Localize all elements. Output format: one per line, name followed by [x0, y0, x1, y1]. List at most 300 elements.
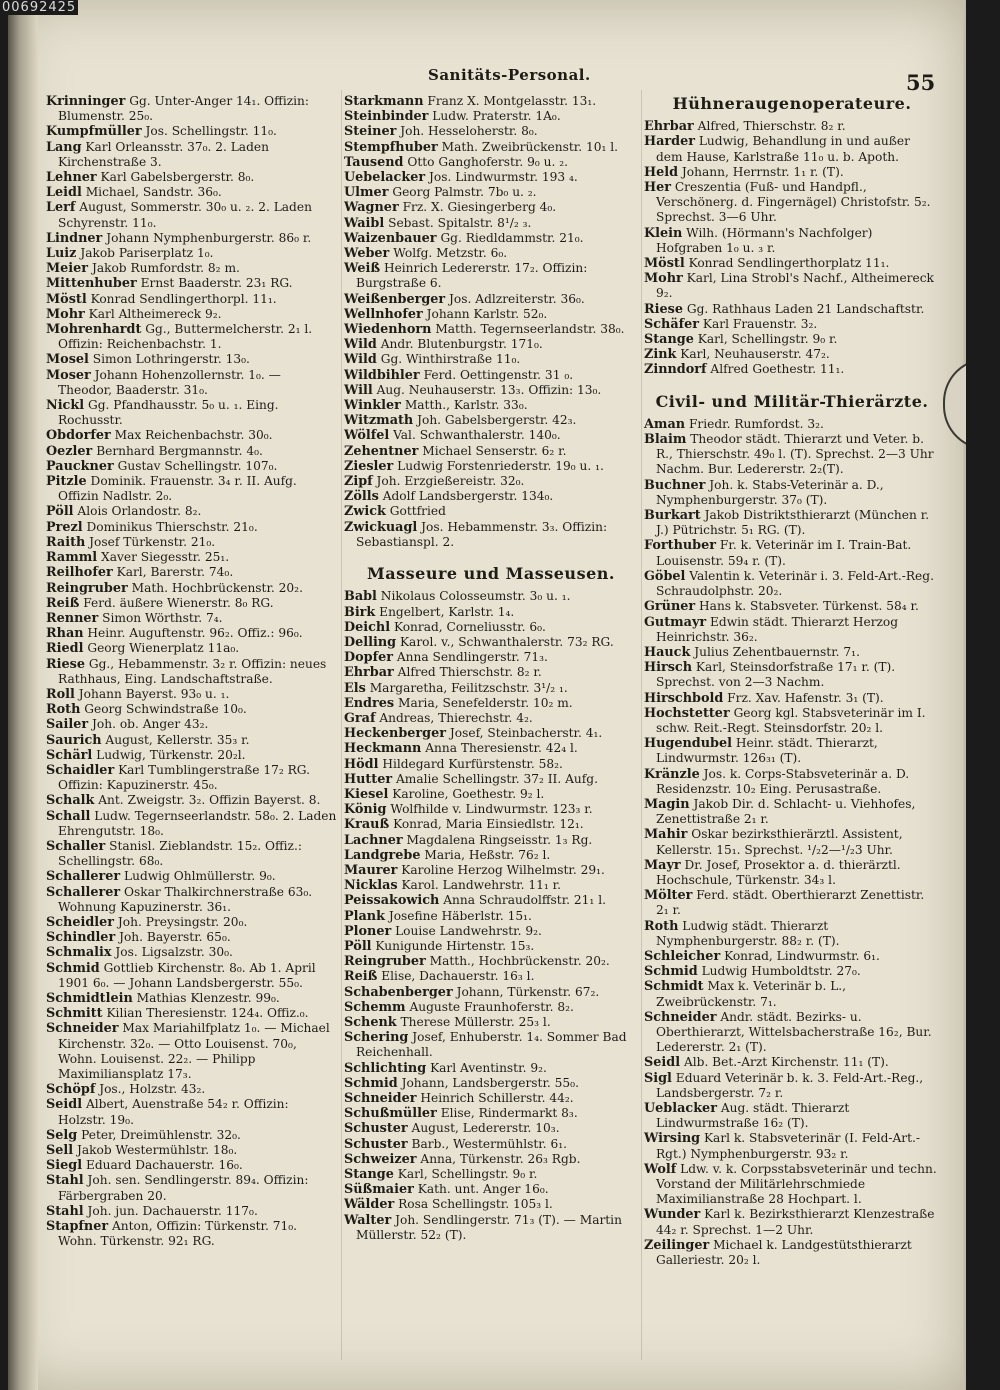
entry-surname: Hirsch: [644, 660, 692, 676]
directory-entry: [344, 109, 638, 124]
entry-details: Heinrich Ledererstr. 17₂. Offizin: Burgstraße 6.: [356, 261, 588, 291]
directory-entry: [344, 94, 638, 109]
directory-entry: [644, 615, 940, 645]
directory-entry: [344, 924, 638, 939]
directory-entry: [644, 858, 940, 888]
entry-details: Magdalena Ringseisstr. 1₃ Rg.: [406, 832, 593, 847]
directory-entry: [46, 1219, 338, 1249]
entry-surname: Aman: [644, 416, 686, 432]
entry-details: Kunigunde Hirtenstr. 15₃.: [375, 938, 535, 953]
entry-details: Josef, Enhuberstr. 1₄. Sommer Bad Reichenhall.: [356, 1030, 627, 1060]
section-heading: Civil- und Militär-Thierärzte.: [655, 391, 929, 411]
entry-surname: Maurer: [344, 862, 398, 878]
directory-entry: [344, 1167, 638, 1182]
entry-details: Alois Orlandostr. 8₂.: [77, 504, 202, 519]
directory-entry: [46, 702, 338, 717]
directory-entry: [344, 772, 638, 787]
entry-details: Ludwig städt. Thierarzt Nymphenburgerstr. 88₂ r. (T).: [656, 918, 840, 948]
directory-entry: [644, 888, 940, 918]
directory-entry: [46, 504, 338, 519]
entry-details: Frz. Xav. Hafenstr. 3₁ (T).: [727, 690, 884, 705]
entry-surname: Zwickuagl: [344, 519, 418, 535]
entry-surname: Landgrebe: [344, 847, 421, 863]
entry-surname: König: [344, 802, 387, 818]
entry-surname: Schmalix: [46, 945, 112, 961]
entry-surname: Steiner: [344, 124, 397, 140]
directory-entry: [344, 878, 638, 893]
entry-surname: Lang: [46, 139, 82, 155]
entry-surname: Stange: [344, 1167, 394, 1183]
entry-details: Nikolaus Colosseumstr. 3₀ u. ₁.: [380, 589, 571, 604]
entry-details: Jakob Dir. d. Schlacht- u. Viehhofes, Zenettistraße 2₁ r.: [656, 796, 916, 827]
entry-details: Georg Palmstr. 7b₀ u. ₂.: [392, 185, 537, 200]
entry-surname: Stahl: [46, 1173, 84, 1189]
directory-entry: [344, 696, 638, 711]
column-1: [46, 94, 338, 1249]
entry-details: Anna Theresienstr. 42₄ l.: [425, 741, 578, 756]
directory-entry: [46, 717, 338, 732]
directory-entry: [344, 1000, 638, 1015]
directory-entry: [344, 261, 638, 291]
directory-entry: [344, 368, 638, 383]
entry-surname: Graf: [344, 710, 376, 726]
directory-entry: [46, 261, 338, 276]
directory-entry: [644, 478, 940, 508]
directory-entry: [46, 581, 338, 596]
directory-entry: [644, 979, 940, 1009]
directory-entry: [644, 165, 940, 180]
entry-surname: Peissakowich: [344, 893, 440, 909]
entry-details: Gustav Schellingstr. 107₀.: [117, 458, 278, 473]
entry-details: Johann Nymphenburgerstr. 86₀ r.: [106, 230, 312, 245]
entry-details: Adolf Landsbergerstr. 134₀.: [382, 489, 554, 504]
entry-details: Karol. v., Schwanthalerstr. 73₂ RG.: [399, 634, 614, 649]
entry-surname: Schaidler: [46, 762, 115, 778]
entry-details: Michael Senserstr. 6₂ r.: [422, 443, 567, 458]
directory-entry: [644, 797, 940, 827]
entry-surname: Pöll: [46, 504, 74, 520]
entry-surname: Ziesler: [344, 458, 394, 474]
entry-surname: Schemm: [344, 999, 406, 1015]
directory-entry: [46, 733, 338, 748]
entry-surname: Schalk: [46, 793, 95, 809]
entry-details: Ludwig Forstenriederstr. 19₀ u. ₁.: [397, 458, 604, 473]
entry-surname: Ehrbar: [344, 665, 394, 681]
directory-entry: [46, 626, 338, 641]
directory-entry: [644, 119, 940, 134]
entry-surname: Raith: [46, 534, 86, 550]
entry-surname: Schallerer: [46, 869, 121, 885]
entry-details: Matth., Hochbrückenstr. 20₂.: [429, 954, 610, 969]
entry-surname: Möstl: [46, 291, 87, 307]
entry-details: Louise Landwehrstr. 9₂.: [395, 923, 542, 938]
entry-surname: Mittenhuber: [46, 276, 137, 292]
directory-entry: [344, 428, 638, 443]
entry-surname: Sigl: [644, 1070, 672, 1086]
entry-details: Konrad, Corneliusstr. 6₀.: [393, 619, 546, 634]
entry-details: Alfred, Thierschstr. 8₂ r.: [697, 119, 846, 134]
directory-entry: [46, 991, 338, 1006]
entry-surname: Uebelacker: [344, 170, 426, 186]
entry-surname: Steinbinder: [344, 109, 429, 125]
entry-details: Mathias Klenzestr. 99₀.: [136, 990, 280, 1005]
entry-surname: Pitzle: [46, 474, 87, 490]
entry-surname: Kränzle: [644, 766, 700, 782]
directory-entry: [644, 827, 940, 857]
entry-details: Johann, Landsbergerstr. 55₀.: [401, 1075, 579, 1090]
entry-surname: Rhan: [46, 626, 84, 642]
directory-entry: [46, 444, 338, 459]
directory-entry: [344, 520, 638, 550]
entry-details: Wolfg. Metzstr. 6₀.: [393, 246, 508, 261]
running-head: Sanitäts-Personal.: [428, 66, 591, 84]
directory-entry: [344, 1137, 638, 1152]
entry-surname: Mohr: [644, 271, 683, 287]
entry-surname: Zeilinger: [644, 1237, 710, 1253]
directory-entry: [46, 1021, 338, 1082]
entry-details: Gg. Pfandhausstr. 5₀ u. ₁. Eing. Rochusstr.: [58, 398, 279, 428]
entry-surname: Roth: [644, 918, 679, 934]
entry-details: Karl Frauenstr. 3₂.: [702, 316, 818, 331]
entry-surname: Blaim: [644, 432, 687, 448]
directory-entry: [344, 444, 638, 459]
entry-details: Ludwig Humboldtstr. 27₀.: [701, 964, 861, 979]
directory-entry: [46, 550, 338, 565]
directory-entry: [644, 1162, 940, 1208]
entry-details: Andr. städt. Bezirks- u. Oberthierarzt, Wittelsbacherstraße 16₂, Bur. Ledererstr. 2₁ (T).: [656, 1009, 932, 1055]
directory-entry: [644, 599, 940, 614]
entry-details: Gg., Buttermelcherstr. 2₁ l. Offizin: Reichenbachstr. 1.: [58, 322, 313, 352]
entry-details: Creszentia (Fuß- und Handpfl., Verschönerg. d. Fingernägel) Christofstr. 5₂. Sprechst. 3—6 Uhr.: [656, 180, 931, 225]
entry-details: Matth., Karlstr. 33₀.: [404, 398, 528, 413]
entry-details: Karl k. Stabsveterinär (I. Feld-Art.-Rgt.) Nymphenburgerstr. 93₂ r.: [656, 1131, 921, 1161]
entry-details: Ludw. Praterstr. 1A₀.: [432, 109, 561, 124]
entry-surname: Oezler: [46, 443, 93, 459]
directory-entry: [344, 848, 638, 863]
entry-surname: Zink: [644, 347, 677, 363]
entry-surname: Lindner: [46, 230, 103, 246]
directory-entry: [344, 1197, 638, 1212]
directory-entry: [46, 322, 338, 352]
entry-surname: Ploner: [344, 923, 392, 939]
entry-details: Karl Aventinstr. 9₂.: [430, 1060, 547, 1075]
entry-details: Joh. sen. Sendlingerstr. 89₄. Offizin: Färbergraben 20.: [58, 1173, 309, 1203]
entry-surname: Selg: [46, 1127, 78, 1143]
entry-details: Gg. Unter-Anger 14₁. Offizin: Blumenstr. 25₀.: [58, 94, 310, 124]
entry-details: Simon Wörthstr. 7₄.: [102, 610, 223, 625]
directory-entry: [46, 687, 338, 702]
entry-details: Gg. Rathhaus Laden 21 Landschaftstr.: [686, 301, 925, 316]
directory-entry: [46, 1143, 338, 1158]
directory-entry: [344, 413, 638, 428]
entry-details: Alfred Thierschstr. 8₂ r.: [397, 665, 542, 680]
entry-details: Hans k. Stabsveter. Türkenst. 58₄ r.: [699, 599, 919, 614]
directory-entry: [644, 691, 940, 706]
entry-surname: Reiß: [344, 969, 378, 985]
directory-entry: [344, 398, 638, 413]
entry-details: Friedr. Rumfordst. 3₂.: [688, 416, 824, 431]
entry-surname: Zipf: [344, 474, 373, 490]
entry-surname: Leidl: [46, 185, 82, 201]
entry-surname: Walter: [344, 1212, 392, 1228]
entry-surname: Riese: [644, 301, 683, 317]
entry-surname: Harder: [644, 134, 695, 150]
directory-entry: [46, 1204, 338, 1219]
directory-entry: [46, 200, 338, 230]
directory-entry: [644, 317, 940, 332]
entry-details: Karl, Neuhauserstr. 47₂.: [680, 347, 830, 362]
entry-surname: Zinndorf: [644, 362, 707, 378]
directory-entry: [344, 1030, 638, 1060]
entry-surname: Roth: [46, 702, 81, 718]
entry-details: Ludwig Ohlmüllerstr. 9₀.: [124, 869, 276, 884]
entry-surname: Hödl: [344, 756, 379, 772]
entry-details: Jos. Lindwurmstr. 193 ₄.: [428, 170, 578, 185]
directory-entry: [344, 352, 638, 367]
entry-details: Andreas, Thierechstr. 4₂.: [379, 710, 533, 725]
entry-surname: Schaller: [46, 838, 106, 854]
entry-surname: Held: [644, 164, 679, 180]
entry-details: Karoline, Goethestr. 9₂ l.: [392, 786, 545, 801]
section-heading: Masseure und Masseusen.: [367, 564, 615, 584]
entry-surname: Hutter: [344, 771, 393, 787]
directory-entry: [644, 1010, 940, 1056]
entry-surname: Siegl: [46, 1158, 83, 1174]
entry-surname: Göbel: [644, 568, 686, 584]
entry-details: Joh. k. Stabs-Veterinär a. D., Nymphenburgerstr. 37₀ (T).: [656, 477, 884, 507]
entry-surname: Reiß: [46, 595, 80, 611]
page-number: 55: [906, 70, 936, 95]
entry-surname: Wunder: [644, 1207, 701, 1223]
directory-entry: [46, 276, 338, 291]
entry-surname: Möstl: [644, 256, 685, 272]
directory-entry: [46, 140, 338, 170]
entry-surname: Sailer: [46, 717, 89, 733]
entry-surname: Schmid: [344, 1075, 398, 1091]
directory-entry: [46, 930, 338, 945]
directory-entry: [46, 231, 338, 246]
directory-entry: [344, 124, 638, 139]
entry-surname: Weißenberger: [344, 291, 446, 307]
entry-surname: Heckenberger: [344, 726, 447, 742]
entry-surname: Schneider: [46, 1021, 119, 1037]
entry-details: Kath. unt. Anger 16₀.: [417, 1182, 549, 1197]
entry-surname: Hirschbold: [644, 690, 724, 706]
entry-details: Jakob Distriktsthierarzt (München r. J.) Pütrichstr. 5₁ RG. (T).: [656, 508, 930, 538]
directory-entry: [344, 307, 638, 322]
directory-entry: [46, 535, 338, 550]
entry-surname: Schlichting: [344, 1060, 427, 1076]
directory-entry: [644, 432, 940, 478]
directory-entry: [344, 170, 638, 185]
entry-surname: Krinninger: [46, 94, 126, 109]
entry-surname: Scheidler: [46, 914, 115, 930]
entry-surname: Renner: [46, 610, 99, 626]
entry-details: Elise, Dachauerstr. 16₃ l.: [381, 969, 535, 984]
entry-surname: Luiz: [46, 246, 77, 262]
directory-entry: [344, 650, 638, 665]
entry-surname: Seidl: [46, 1097, 83, 1113]
entry-surname: Schleicher: [644, 948, 721, 964]
entry-details: Oskar Thalkirchnerstraße 63₀. Wohnung Kapuzinerstr. 36₁.: [58, 884, 313, 914]
entry-details: Alfred Goethestr. 11₁.: [710, 362, 845, 377]
entry-details: Max Reichenbachstr. 30₀.: [114, 428, 273, 443]
entry-surname: Kumpfmüller: [46, 124, 142, 140]
entry-details: Joh. Gabelsbergerstr. 42₃.: [417, 413, 577, 428]
entry-surname: Schenk: [344, 1014, 397, 1030]
entry-surname: Waibl: [344, 215, 385, 231]
entry-details: Stanisl. Zieblandstr. 15₂. Offiz.: Schellingstr. 68₀.: [58, 838, 302, 869]
entry-surname: Stapfner: [46, 1219, 109, 1235]
entry-surname: Meier: [46, 261, 89, 277]
entry-surname: Wild: [344, 337, 377, 353]
entry-details: Max k. Veterinär b. L., Zweibrückenstr. 7₁.: [656, 979, 847, 1009]
directory-entry: [644, 767, 940, 797]
entry-surname: Schmid: [46, 960, 100, 976]
entry-surname: Schmitt: [46, 1006, 103, 1022]
entry-details: Karl Gabelsbergerstr. 8₀.: [100, 170, 255, 185]
entry-surname: Tausend: [344, 154, 404, 170]
entry-details: Joh. Sendlingerstr. 71₃ (T). — Martin Müllerstr. 52₂ (T).: [356, 1212, 622, 1242]
directory-entry: [644, 362, 940, 377]
directory-entry: [46, 398, 338, 428]
directory-entry: [344, 939, 638, 954]
entry-details: Anna, Türkenstr. 26₃ Rgb.: [420, 1151, 581, 1166]
entry-details: Gg. Winthirstraße 11₀.: [380, 352, 521, 367]
entry-details: Gg. Riedldammstr. 21₀.: [440, 230, 584, 245]
entry-surname: Schuster: [344, 1121, 408, 1137]
directory-entry: [344, 292, 638, 307]
directory-entry: [344, 954, 638, 969]
entry-surname: Wiedenhorn: [344, 322, 432, 338]
entry-details: Anna Sendlingerstr. 71₃.: [396, 650, 548, 665]
entry-details: Ferd. städt. Oberthierarzt Zenettistr. 2₁ r.: [656, 888, 925, 918]
entry-surname: Riese: [46, 656, 85, 672]
entry-surname: Mölter: [644, 888, 693, 904]
directory-entry: [344, 969, 638, 984]
entry-surname: Buchner: [644, 477, 706, 493]
directory-entry: [46, 292, 338, 307]
entry-details: Karl Altheimereck 9₂.: [88, 306, 222, 321]
entry-surname: Lerf: [46, 200, 76, 216]
directory-entry: [46, 596, 338, 611]
entry-surname: Reingruber: [344, 954, 426, 970]
directory-entry: [344, 833, 638, 848]
directory-entry: [344, 757, 638, 772]
entry-details: Simon Lothringerstr. 13₀.: [92, 352, 250, 367]
directory-entry: [46, 885, 338, 915]
directory-entry: [344, 817, 638, 832]
entry-surname: Schallerer: [46, 884, 121, 900]
directory-entry: [46, 520, 338, 535]
entry-surname: Schall: [46, 808, 91, 824]
entry-surname: Wild: [344, 352, 377, 368]
entry-surname: Prezl: [46, 519, 83, 535]
directory-entry: [344, 155, 638, 170]
column-divider: [341, 90, 342, 1360]
entry-surname: Mahir: [644, 827, 688, 843]
directory-entry: [46, 641, 338, 656]
entry-details: Joh. Preysingstr. 20₀.: [117, 914, 248, 929]
directory-entry: [344, 459, 638, 474]
entry-surname: Schneider: [344, 1091, 417, 1106]
entry-details: Eduard Veterinär b. k. 3. Feld-Art.-Reg., Landsbergerstr. 7₂ r.: [656, 1070, 924, 1100]
entry-surname: Heckmann: [344, 741, 422, 757]
entry-surname: Hauck: [644, 644, 691, 660]
entry-surname: Riedl: [46, 641, 84, 657]
entry-surname: Roll: [46, 686, 75, 702]
entry-surname: Winkler: [344, 398, 401, 414]
entry-details: Michael, Sandstr. 36₀.: [85, 185, 222, 200]
directory-entry: [46, 428, 338, 443]
entry-surname: Hochstetter: [644, 705, 730, 721]
directory-entry: [644, 271, 940, 301]
entry-surname: Wirsing: [644, 1131, 701, 1147]
entry-details: Karl Orleansstr. 37₀. 2. Laden Kirchenstraße 3.: [58, 139, 269, 169]
entry-surname: Sell: [46, 1143, 74, 1159]
entry-details: Peter, Dreimühlenstr. 32₀.: [81, 1127, 241, 1142]
column-3: [644, 94, 940, 1268]
entry-details: Aug. Neuhauserstr. 13₃. Offizin: 13₀.: [376, 382, 602, 397]
directory-entry: [344, 322, 638, 337]
directory-entry: [344, 741, 638, 756]
entry-surname: Kiesel: [344, 786, 389, 802]
entry-surname: Lehner: [46, 170, 97, 186]
entry-surname: Stempfhuber: [344, 139, 438, 155]
directory-entry: [46, 793, 338, 808]
entry-surname: Weiß: [344, 261, 381, 277]
directory-entry: [344, 893, 638, 908]
entry-details: Karl, Schellingstr. 9₀ r.: [697, 332, 838, 347]
entry-surname: Schmidt: [644, 979, 704, 995]
directory-entry: [344, 504, 638, 519]
directory-entry: [644, 508, 940, 538]
entry-details: Jos. Hebammenstr. 3₃. Offizin: Sebastianspl. 2.: [356, 519, 608, 549]
entry-details: Joh. Erzgießereistr. 32₀.: [376, 474, 525, 489]
directory-entry: [644, 332, 940, 347]
entry-details: Ludw. Tegernseerlandstr. 58₀. 2. Laden Ehrengutstr. 18₀.: [58, 808, 337, 838]
directory-entry: [344, 787, 638, 802]
directory-entry: [46, 94, 338, 124]
page-left-edge: [8, 0, 38, 1390]
page-right-edge: [963, 0, 966, 1390]
directory-entry: [644, 1071, 940, 1101]
directory-entry: [46, 352, 338, 367]
entry-details: Johann Hohenzollernstr. 1₀. — Theodor, Baaderstr. 31₀.: [58, 367, 281, 397]
entry-details: Eduard Dachauerstr. 16₀.: [85, 1158, 243, 1173]
entry-details: Elise, Rindermarkt 8₃.: [440, 1106, 578, 1121]
entry-surname: Klein: [644, 225, 683, 241]
document-id: 00692425: [2, 0, 77, 15]
entry-details: Wilh. (Hörmann's Nachfolger) Hofgraben 1₀ u. ₃ r.: [656, 225, 873, 255]
entry-details: Rosa Schellingstr. 105₃ l.: [398, 1197, 553, 1212]
directory-entry: [46, 307, 338, 322]
entry-surname: Nicklas: [344, 878, 398, 894]
directory-entry: [344, 200, 638, 215]
directory-entry: [644, 706, 940, 736]
entry-details: Sebast. Spitalstr. 8¹/₂ ₃.: [388, 215, 532, 230]
entry-details: Konrad Sendlingerthorplatz 11₁.: [688, 256, 890, 271]
entry-details: Auguste Fraunhoferstr. 8₂.: [409, 999, 574, 1014]
entry-details: Math. Hochbrückenstr. 20₂.: [131, 580, 303, 595]
directory-entry: [344, 1106, 638, 1121]
entry-surname: Babl: [344, 589, 377, 605]
entry-details: Johann, Herrnstr. 1₁ r. (T).: [681, 164, 844, 179]
directory-entry: [344, 909, 638, 924]
entry-details: Konrad Sendlingerthorpl. 11₁.: [90, 291, 277, 306]
entry-surname: Ramml: [46, 550, 98, 566]
entry-surname: Schabenberger: [344, 984, 453, 1000]
